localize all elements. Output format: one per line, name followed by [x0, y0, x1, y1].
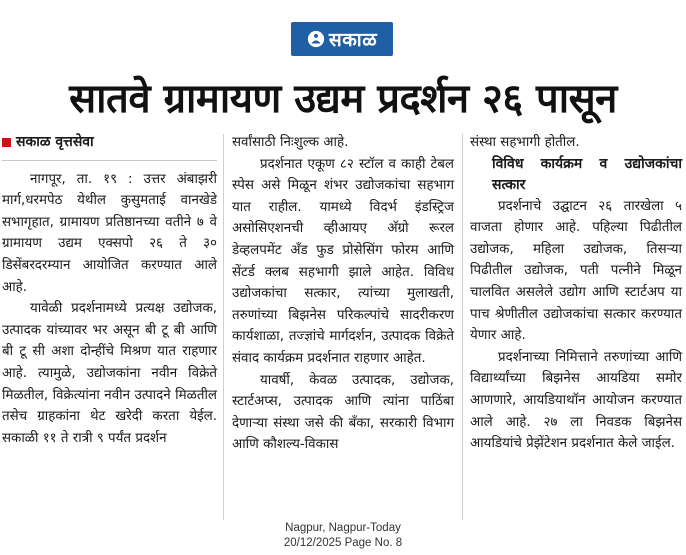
column-divider	[223, 134, 224, 520]
logo-text: सकाळ	[328, 29, 378, 51]
footer-edition: Nagpur, Nagpur-Today	[285, 522, 401, 534]
paragraph: प्रदर्शनाच्या निमित्ताने तरुणांच्या आणि विद्यार्थ्यांच्या बिझनेस आयडिया समोर आणणारे, आयडियाथॉन आयोजन करण्यात आले आहे. २७ ला निवडक बिझनेस आयडियांचे प्रेझेंटेशन प्रदर्शनात केले जाईल.	[470, 349, 682, 452]
paragraph: यावर्षी, केवळ उत्पादक, उद्योजक, स्टार्टअप्स, उत्पादक आणि त्यांना पाठिंबा देणाऱ्या संस्था जसे की बँका, सरकारी विभाग आणि कौशल्य-विकास	[232, 372, 454, 453]
sakal-emblem-icon	[307, 30, 325, 48]
paragraph-continuation: सर्वांसाठी निःशुल्क आहे.	[232, 135, 349, 150]
headline: सातवे ग्रामायण उद्यम प्रदर्शन २६ पासून	[69, 76, 617, 122]
subheading: विविध कार्यक्रम व उद्योजकांचा सत्कार	[492, 155, 682, 193]
page-footer	[0, 521, 686, 551]
article-column-2	[232, 132, 454, 456]
paragraph: प्रदर्शनात एकूण ८२ स्टॉल व काही टेबल स्पेस असे मिळून शंभर उद्योजकांचा सहभाग यात राहील. यामध्ये विदर्भ इंडस्ट्रिज असोसिएशनची व्हीआयए अ‍ॅग्रो रूरल डेव्हलपमेंट अ‍ॅंड फुड प्रोसेसिंग फोरम आणि सेंटर्ड क्लब सहभागी झाले आहेत. विविध उद्योजकांचा सत्कार, त्यांच्या मुलाखती, तरुणांच्या बिझनेस परिकल्पांचे सादरीकरण कार्यशाळा, तज्ज्ञांचे मार्गदर्शन, उत्पादक विक्रेते संवाद कार्यक्रम प्रदर्शनात राहणार आहेत.	[232, 156, 454, 366]
byline-text: सकाळ वृत्तसेवा	[16, 134, 94, 150]
masthead-logo	[291, 22, 393, 56]
byline	[2, 132, 217, 161]
paragraph: यावेळी प्रदर्शनामध्ये प्रत्यक्ष उद्योजक, उत्पादक यांच्यावर भर असून बी टू बी आणि बी टू सी अशा दोन्हींचे मिश्रण यात राहणार आहे. त्यामुळे, उद्योजकांना नवीन विक्रेते मिळतील, विक्रेत्यांना नवीन उत्पादने मिळतील तसेच ग्राहकांना थेट खरेदी करता येईल. सकाळी ११ ते रात्री ९ पर्यंत प्रदर्शन	[2, 301, 217, 446]
paragraph: नागपूर, ता. १९ : उत्तर अंबाझरी मार्ग,धरमपेठ येथील कुसुमताई वानखेडे सभागृहात, ग्रामायण प्रतिष्ठानच्या वतीने ७ वे ग्रामायण उद्यम एक्सपो २६ ते ३० डिसेंबरदरम्यान आयोजित करण्यात आले आहे.	[2, 171, 217, 295]
article-column-3	[470, 132, 682, 455]
byline-square-icon	[2, 138, 11, 147]
column-divider	[462, 134, 463, 520]
article-column-1	[2, 132, 217, 449]
footer-date-page: 20/12/2025 Page No. 8	[283, 537, 403, 549]
paragraph: प्रदर्शनाचे उद्घाटन २६ तारखेला ५ वाजता होणार आहे. पहिल्या पिढीतील उद्योजक, महिला उद्योजक, तिसऱ्या पिढीतील उद्योजक, पती पत्नीने मिळून चालवित असलेले उद्योग आणि स्टार्टअप या पाच श्रेणीतील उद्योजकांचा सत्कार करण्यात येणार आहे.	[470, 198, 682, 344]
paragraph-continuation: संस्था सहभागी होतील.	[470, 135, 580, 150]
